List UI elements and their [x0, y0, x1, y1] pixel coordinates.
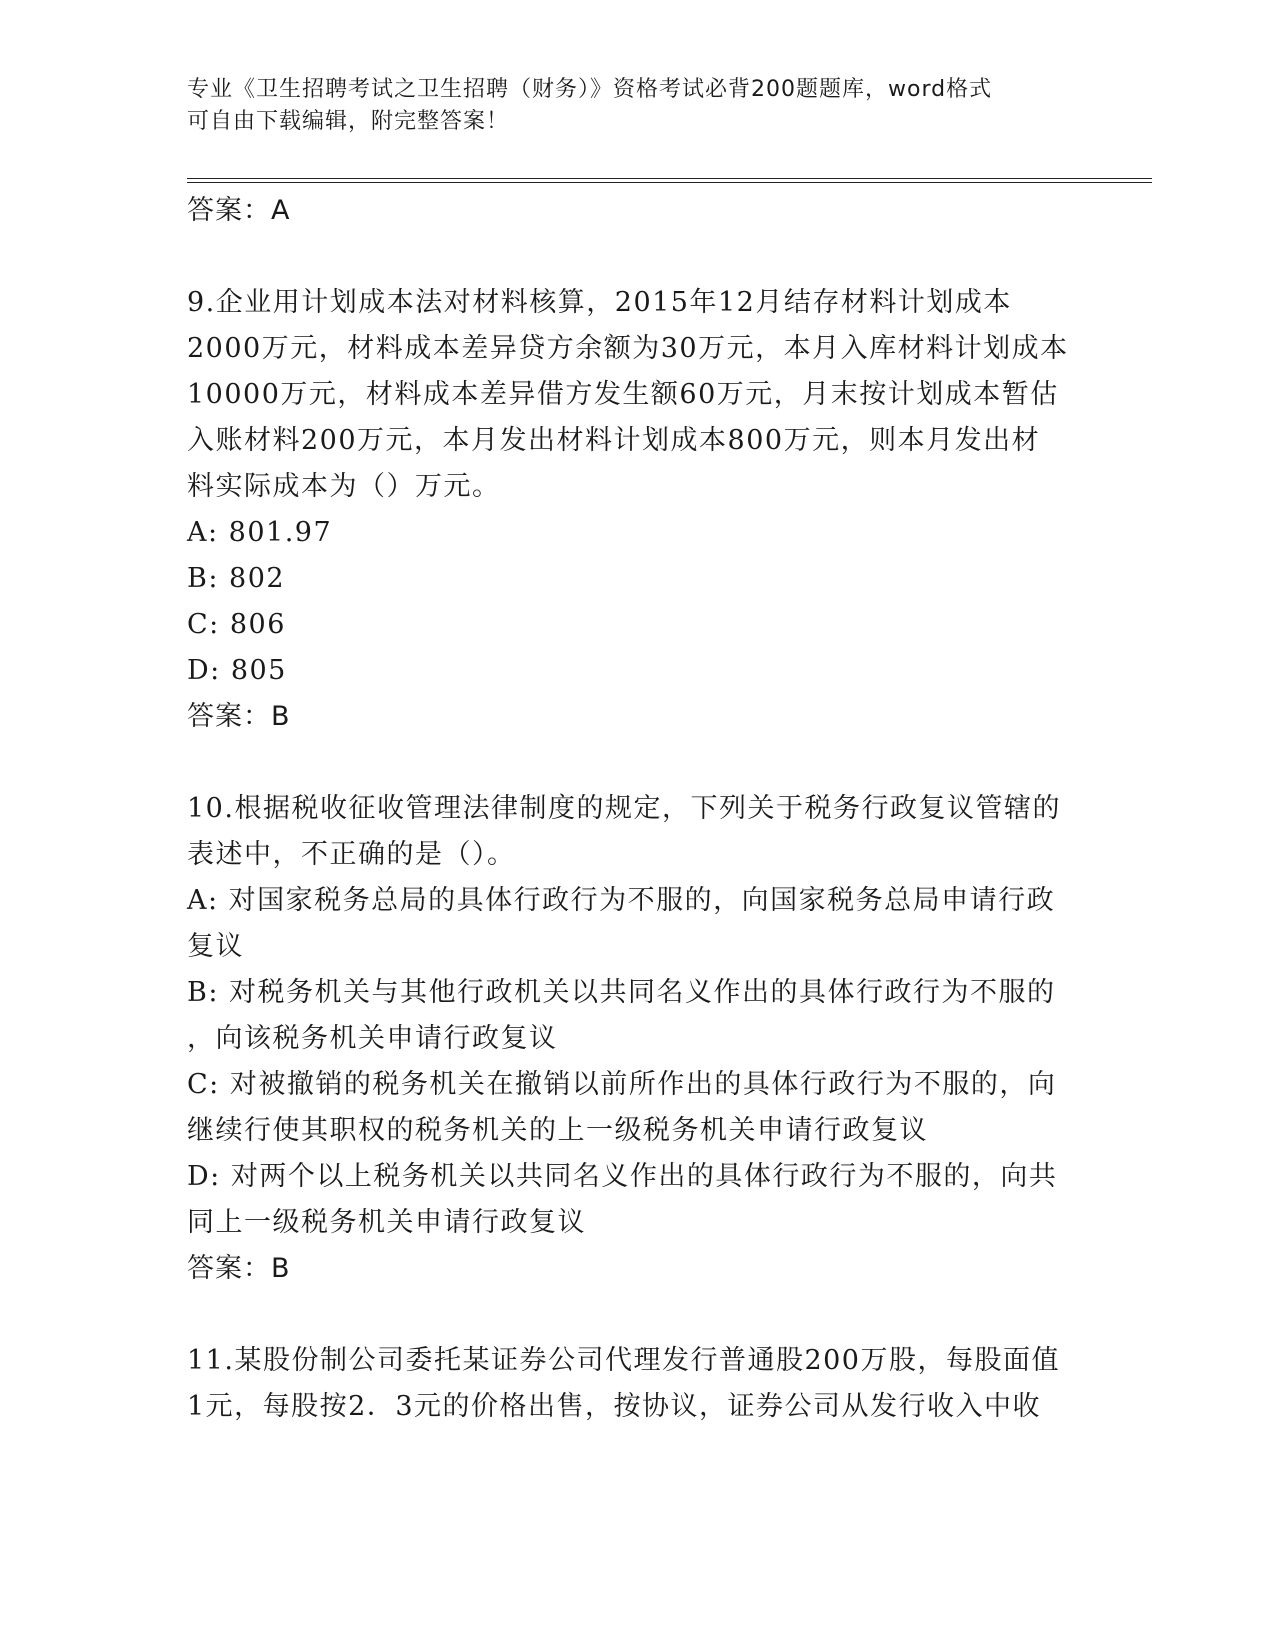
- spacer: [187, 1292, 1087, 1338]
- page-header: [187, 74, 1087, 138]
- question-10-option-b-cont: ，向该税务机关申请行政复议: [187, 1023, 558, 1054]
- question-9-line: 料实际成本为（）万元。: [187, 471, 501, 502]
- question-10-option-c: C: 对被撤销的税务机关在撤销以前所作出的具体行政行为不服的，向: [187, 1069, 1057, 1100]
- question-10-line: 表述中，不正确的是（）。: [187, 839, 516, 870]
- question-9-line: 9.企业用计划成本法对材料核算，2015年12月结存材料计划成本: [187, 287, 1012, 318]
- question-11-line: 11.某股份制公司委托某证券公司代理发行普通股200万股，每股面值: [187, 1345, 1060, 1376]
- question-9-line: 10000万元，材料成本差异借方发生额60万元，月末按计划成本暂估: [187, 379, 1059, 410]
- question-10-option-d: D: 对两个以上税务机关以共同名义作出的具体行政行为不服的，向共: [187, 1161, 1058, 1192]
- question-10-answer: 答案：B: [187, 1253, 291, 1284]
- question-10-option-a-cont: 复议: [187, 931, 244, 962]
- question-9-line: 入账材料200万元，本月发出材料计划成本800万元，则本月发出材: [187, 425, 1041, 456]
- question-9-answer: 答案：B: [187, 701, 291, 732]
- document-body: [187, 188, 1087, 1430]
- header-rule-top: [187, 178, 1152, 179]
- spacer: [187, 234, 1087, 280]
- question-10-option-c-cont: 继续行使其职权的税务机关的上一级税务机关申请行政复议: [187, 1115, 928, 1146]
- question-10-option-a: A: 对国家税务总局的具体行政行为不服的，向国家税务总局申请行政: [187, 885, 1056, 916]
- header-rule-bottom: [187, 182, 1152, 183]
- question-9-option-c: C: 806: [187, 609, 286, 640]
- question-11: [187, 1338, 1087, 1430]
- question-10-line: 10.根据税收征收管理法律制度的规定，下列关于税务行政复议管辖的: [187, 793, 1061, 824]
- previous-answer: 答案：A: [187, 195, 291, 226]
- question-9-option-a: A: 801.97: [187, 517, 333, 548]
- question-10: [187, 786, 1087, 1292]
- question-10-option-d-cont: 同上一级税务机关申请行政复议: [187, 1207, 586, 1238]
- question-11-line: 1元，每股按2．3元的价格出售，按协议，证券公司从发行收入中收: [187, 1391, 1042, 1422]
- question-9-option-d: D: 805: [187, 655, 287, 686]
- question-9: [187, 280, 1087, 740]
- header-line-2: 可自由下载编辑，附完整答案！: [187, 109, 510, 134]
- question-10-option-b: B: 对税务机关与其他行政机关以共同名义作出的具体行政行为不服的: [187, 977, 1056, 1008]
- question-9-option-b: B: 802: [187, 563, 286, 594]
- question-9-line: 2000万元，材料成本差异贷方余额为30万元，本月入库材料计划成本: [187, 333, 1069, 364]
- header-line-1: 专业《卫生招聘考试之卫生招聘（财务）》资格考试必背200题题库，word格式: [187, 77, 993, 102]
- spacer: [187, 740, 1087, 786]
